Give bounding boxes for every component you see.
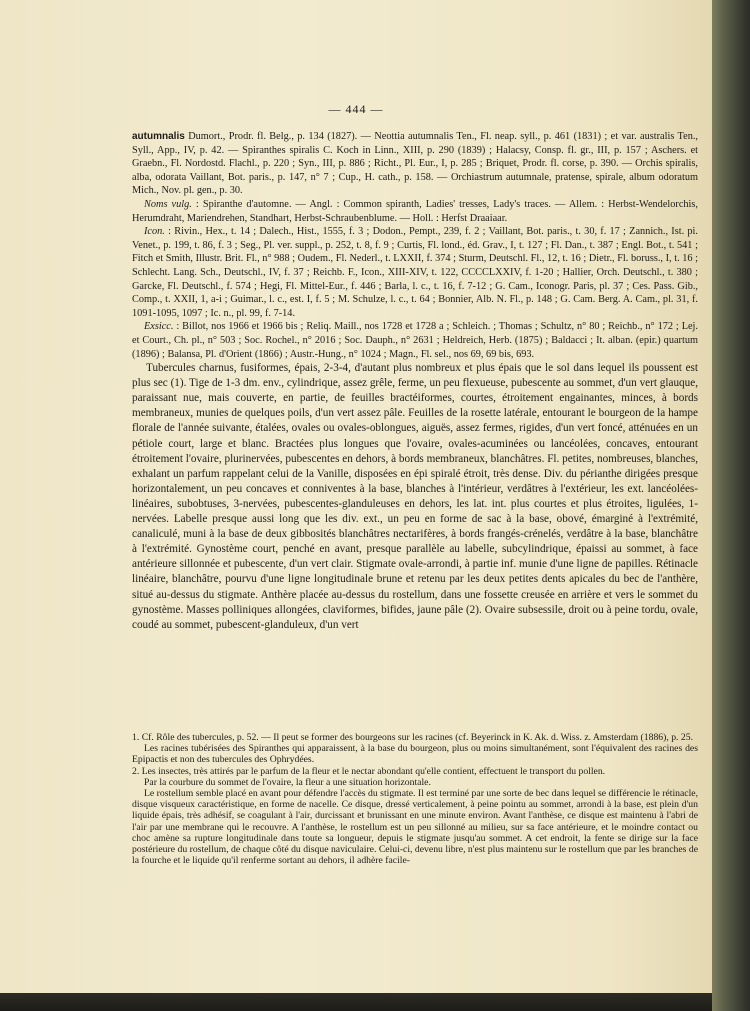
page-bottom-edge [0, 993, 712, 1011]
iconography-text: : Rivin., Hex., t. 14 ; Dalech., Hist., 1555, f. 3 ; Dodon., Pempt., 239, f. 2 ; Vaillant, Bot. paris., t. 30, f. 17 ; Zannich., Ist. pi. Venet., p. 199, t. 86, f. 3 ; Seg., Pl. ver. suppl., p. 252, t. 8, f. 9 ; Curtis, Fl. lond., éd. Grav., I, t. 127 ; Fl. Dan., t. 387 ; Engl. Bot., t. 541 ; Fitch et Smith, Illustr. Brit. Fl., n° 988 ; Oudem., Fl. Nederl., t. LXXII, f. 374 ; Sturm, Deutschl. Fl., 12, t. 16 ; Dietr., Fl. boruss., I, t. 16 ; Schlecht. Lang. Sch., Deutschl., IV, f. 37 ; Reichb. F., Icon., XIII-XIV, t. 122, CCCCLXXIV, f. 1-20 ; Hallier, Orch. Deutschl., t. 380 ; Garcke, Fl. Deutschl., f. 574 ; Hegi, Fl. Mittel-Eur., f. 446 ; Barla, l. c., t. 16, f. 7-12 ; G. Cam., Iconogr. Paris, pl. 37 ; Ces. Pass. Gib., Comp., t. XXII, 1, a-i ; Guimar., l. c., est. I, f. 5 ; M. Schulze, l. c., t. 64 ; Bonnier, Alb. N. Fl., p. 148 ; G. Cam. Berg. A. Cam., pl. 31, f. 1091-1095, 1097 ; Ic. n., pl. 99, f. 7-14. [132, 226, 698, 319]
footnote-2-paragraph-2: Par la courbure du sommet de l'ovaire, la fleur a une situation horizontale. [144, 776, 431, 788]
vernacular-label: Noms vulg. [144, 198, 192, 210]
footnote-1-continuation: Les racines tubérisées des Spiranthes qui apparaissent, à la base du bourgeon, plus ou moins simultanément, sont l'équivalent des racines des Epipactis et non des tubercules des Ophrydées. [132, 743, 698, 766]
footnote-2: 2. Les insectes, très attirés par le parfum de la fleur et le nectar abondant qu'elle contient, effectuent le transport du pollen. [132, 765, 606, 777]
species-entry [132, 130, 698, 633]
footnote-2-paragraph-3: Le rostellum semble placé en avant pour défendre l'accès du stigmate. Il est terminé par une sorte de bec dans lequel se différencie le rétinacle, disque visqueux caractéristique, en forme de nacelle. Ce disque, dressé verticalement, à peine pointu au sommet, arrondi à la base, est plein d'un liquide épais, très adhésif, se coagulant à l'air, durcissant et brunissant en une minute environ. Avant l'anthèse, ce disque est maintenu à l'abri de l'air par une membrane qui le recouvre. A l'anthèse, le rostellum est un peu sillonné au milieu, sur sa face antérieure, et le moindre contact ou choc amène sa rupture longitudinale dans toute sa longueur, depuis le stigmate jusqu'au sommet. A cet endroit, la fente se dirige sur la face postérieure du rostellum, de chaque côté du disque naviculaire. Celui-ci, devenu libre, n'est plus maintenu sur le rostellum que par les branches de la fourche et le liquide qu'il renferme sortant au dehors, il adhère facile- [132, 788, 698, 867]
footnotes [132, 732, 698, 866]
vernacular-text: : Spiranthe d'automne. — Angl. : Common spiranth, Ladies' tresses, Lady's traces. — Allem. : Herbst-Wendelorchis, Herumdraht, Mariendrehen, Standhart, Herbst-Schraubenblume. — Holl. : Herfst Draaiaar. [132, 198, 698, 224]
exsiccata-label: Exsicc. [144, 321, 174, 333]
page-number: — 444 — [328, 102, 384, 116]
footnote-1: 1. Cf. Rôle des tubercules, p. 52. — Il peut se former des bourgeons sur les racines (cf. Beyerinck in K. Ak. d. Wiss. z. Amsterdam (1886), p. 25. [132, 732, 694, 743]
vernacular-names-paragraph [132, 198, 698, 225]
book-binding [712, 0, 750, 1011]
species-name: autumnalis [132, 131, 185, 142]
iconography-paragraph [132, 225, 698, 320]
exsiccata-paragraph [132, 320, 698, 361]
synonymy-text: Dumort., Prodr. fl. Belg., p. 134 (1827). — Neottia autumnalis Ten., Fl. neap. syll., p. 461 (1831) ; et var. australis Ten., Syll., App., IV, p. 42. — Spiranthes spiralis C. Koch in Linn., XIII, p. 290 (1839) ; Halacsy, Consp. fl. gr., III, p. 157 ; Aschers. et Graebn., Fl. Nordostd. Flachl., p. 220 ; Syn., III, p. 886 ; Richt., Pl. Eur., I, p. 285 ; Briquet, Prodr. fl. corse, p. 390. — Orchis spiralis, alba, odorata Vaillant, Bot. paris., p. 147, n° 7 ; Cup., H. cath., p. 158. — Orchiastrum autumnale, pratense, spirale, album odoratum Mich., Nov. pl. gen., p. 30. [132, 131, 698, 197]
exsiccata-text: : Billot, nos 1966 et 1966 bis ; Reliq. Maill., nos 1728 et 1728 a ; Schleich. ; Thomas ; Schultz, n° 80 ; Reichb., n° 172 ; Lej. et Court., Ch. pl., n° 503 ; Soc. Rochel., n° 2016 ; Soc. Dauph., n° 2631 ; Heldreich, Herb. (1875) ; Baldacci ; It. alban. (epir.) quartum (1896) ; Balansa, Pl. d'Orient (1866) ; Austr.-Hung., n° 1024 ; Magn., Fl. sel., nos 69, 69 bis, 693. [132, 321, 698, 360]
iconography-label: Icon. [144, 226, 165, 238]
description-paragraph: Tubercules charnus, fusiformes, épais, 2-3-4, d'autant plus nombreux et plus épais que le sol dans lequel ils poussent est plus sec (1). Tige de 1-3 dm. env., cylindrique, assez grêle, ferme, un peu flexueuse, pubescente au sommet, d'un vert glauque, paraissant nue, mais couverte, en partie, de feuilles bractéiformes, courtes, étroitement engainantes, minces, à bords membraneux, munies de quelques poils, d'un vert assez pâle. Feuilles de la rosette latérale, entourant le bourgeon de la hampe florale de l'année suivante, étalées, ovales ou ovales-oblongues, aiguës, assez fermes, rigides, d'un vert foncé, atténuées en un pétiole court, large et blanc. Bractées plus longues que l'ovaire, ovales-acuminées ou lancéolées, concaves, entourant étroitement l'ovaire, plurinervées, pubescentes en dehors, à bords membraneux, blanchâtres. Fl. petites, nombreuses, blanches, exhalant un parfum rappelant celui de la Vanille, disposées en épi spiralé étroit, très dense. Div. du périanthe dirigées presque horizontalement, un peu concaves et conniventes à la base, blanches à l'intérieur, verdâtres à l'extérieur, les ext. lancéolées-linéaires, subobtuses, 3-nervées, pubescentes-glanduleuses en dehors, les lat. int. plus courtes et plus étroites, ligulées, 1-nervées. Labelle presque aussi long que les div. ext., un peu en forme de sac à la base, obové, émarginé à l'extrémité, canaliculé, muni à la base de deux gibbosités blanchâtres nectarifères, à bords frangés-crénelés, verdâtre à la base, blanchâtre à l'extrémité. Gynostème court, penché en avant, presque parallèle au labelle, subcylindrique, épaissi au sommet, à face antérieure sillonnée et pubescente, d'un vert clair. Stigmate ovale-arrondi, à partie inf. munie d'une ligne de papilles. Rétinacle linéaire, blanchâtre, pourvu d'une ligne longitudinale brune et retenu par les deux petites dents apicales du bec de l'anthère, situé au-dessus du stigmate. Anthère placée au-dessus du rostellum, dans une fossette creusée en arrière et vers le sommet du gynostème. Masses polliniques allongées, claviformes, bifides, jaune pâle (2). Ovaire subsessile, droit ou à peine tordu, ovale, coudé au sommet, pubescent-glanduleux, d'un vert [132, 362, 698, 631]
synonymy-paragraph [132, 130, 698, 198]
